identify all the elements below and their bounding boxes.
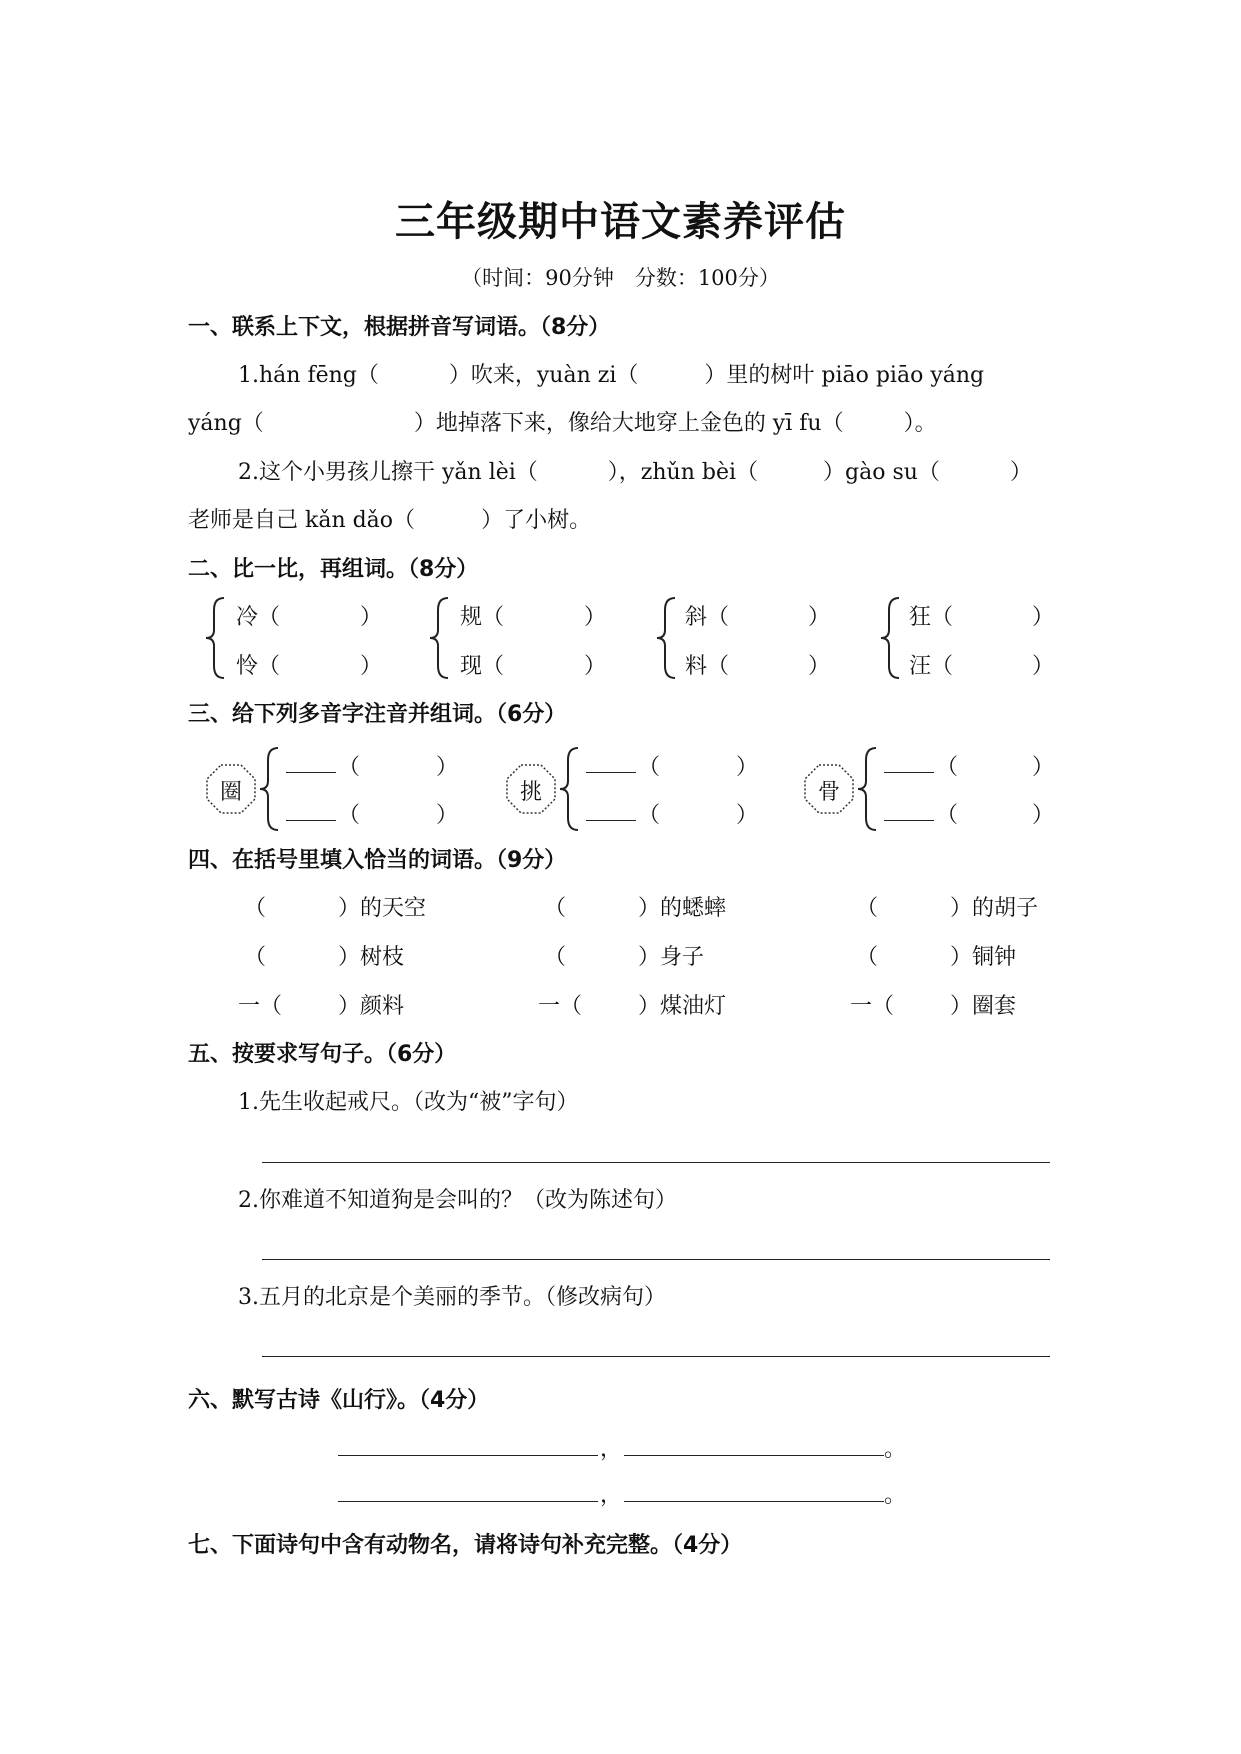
fill-open: 一（ bbox=[850, 994, 895, 1019]
compare-item: 冷（ bbox=[236, 605, 281, 630]
period: 。 bbox=[884, 1483, 907, 1508]
compare-item: 汪（ bbox=[909, 654, 954, 679]
s1-line-3 bbox=[238, 455, 1032, 486]
pinyin-blank[interactable] bbox=[884, 820, 934, 821]
close-paren: ） bbox=[584, 654, 607, 679]
sentence-task-3: 3.五月的北京是个美丽的季节。（修改病句） bbox=[238, 1285, 666, 1310]
close-paren: ） bbox=[1032, 803, 1055, 828]
brace-icon bbox=[258, 746, 282, 832]
fill-phrase: ）颜料 bbox=[338, 994, 405, 1019]
section-1-heading: 一、联系上下文，根据拼音写词语。（8分） bbox=[188, 315, 611, 340]
fill-phrase: ）树枝 bbox=[338, 945, 405, 970]
text: ） bbox=[1009, 460, 1032, 485]
fill-open: 一（ bbox=[538, 994, 583, 1019]
polyphone-char: 圈 bbox=[220, 780, 243, 805]
pinyin-blank[interactable] bbox=[586, 820, 636, 821]
pinyin-blank[interactable] bbox=[286, 772, 336, 773]
brace-icon bbox=[879, 596, 903, 680]
s1-line-4 bbox=[188, 503, 591, 534]
text: 1.hán fēng（ bbox=[238, 363, 379, 388]
pinyin-blank[interactable] bbox=[586, 772, 636, 773]
compare-item: 规（ bbox=[460, 605, 505, 630]
text: 2.这个小男孩儿擦干 yǎn lèi（ bbox=[238, 460, 538, 485]
brace-icon bbox=[558, 746, 582, 832]
fill-open: （ bbox=[856, 945, 879, 970]
close-paren: ） bbox=[1032, 654, 1055, 679]
compare-item: 怜（ bbox=[236, 654, 281, 679]
close-paren: ） bbox=[808, 605, 831, 630]
open-paren: （ bbox=[936, 755, 959, 780]
text: ）了小树。 bbox=[481, 508, 592, 533]
section-6-heading: 六、默写古诗《山行》。（4分） bbox=[188, 1388, 490, 1413]
brace-icon bbox=[856, 746, 880, 832]
s1-line-1 bbox=[238, 358, 984, 389]
section-5-heading: 五、按要求写句子。（6分） bbox=[188, 1042, 457, 1067]
close-paren: ） bbox=[808, 654, 831, 679]
fill-open: （ bbox=[544, 896, 567, 921]
poem-line-blank[interactable] bbox=[624, 1455, 884, 1456]
period: 。 bbox=[884, 1437, 907, 1462]
polyphone-char: 骨 bbox=[818, 780, 841, 805]
fill-phrase: ）的天空 bbox=[338, 896, 427, 921]
compare-item: 狂（ bbox=[909, 605, 954, 630]
poem-line-blank[interactable] bbox=[338, 1455, 598, 1456]
text: ）地掉落下来，像给大地穿上金色的 yī fu（ bbox=[413, 411, 844, 436]
fill-open: 一（ bbox=[238, 994, 283, 1019]
close-paren: ） bbox=[1032, 755, 1055, 780]
text: ），zhǔn bèi（ bbox=[607, 460, 759, 485]
fill-open: （ bbox=[244, 896, 267, 921]
poem-line-blank[interactable] bbox=[338, 1501, 598, 1502]
page-title: 三年级期中语文素养评估 bbox=[395, 199, 846, 245]
sentence-task-1: 1.先生收起戒尺。（改为“被”字句） bbox=[238, 1090, 579, 1115]
brace-icon bbox=[428, 596, 452, 680]
exam-info: （时间：90分钟 分数：100分） bbox=[461, 266, 780, 290]
text: yáng（ bbox=[188, 411, 264, 436]
compare-item: 斜（ bbox=[685, 605, 730, 630]
open-paren: （ bbox=[638, 803, 661, 828]
fill-phrase: ）煤油灯 bbox=[638, 994, 727, 1019]
pinyin-blank[interactable] bbox=[884, 772, 934, 773]
polyphone-char: 挑 bbox=[520, 780, 543, 805]
open-paren: （ bbox=[338, 803, 361, 828]
compare-item: 料（ bbox=[685, 654, 730, 679]
close-paren: ） bbox=[736, 803, 759, 828]
section-4-heading: 四、在括号里填入恰当的词语。（9分） bbox=[188, 848, 567, 873]
compare-item: 现（ bbox=[460, 654, 505, 679]
close-paren: ） bbox=[436, 803, 459, 828]
section-2-heading: 二、比一比，再组词。（8分） bbox=[188, 557, 479, 582]
open-paren: （ bbox=[638, 755, 661, 780]
text: ）里的树叶 piāo piāo yáng bbox=[704, 363, 985, 388]
answer-line[interactable] bbox=[262, 1162, 1050, 1163]
open-paren: （ bbox=[936, 803, 959, 828]
poem-line-blank[interactable] bbox=[624, 1501, 884, 1502]
comma: ， bbox=[600, 1437, 623, 1462]
section-7-heading: 七、下面诗句中含有动物名，请将诗句补充完整。（4分） bbox=[188, 1533, 743, 1558]
fill-phrase: ）的蟋蟀 bbox=[638, 896, 727, 921]
section-3-heading: 三、给下列多音字注音并组词。（6分） bbox=[188, 702, 567, 727]
fill-phrase: ）圈套 bbox=[950, 994, 1017, 1019]
text: 老师是自己 kǎn dǎo（ bbox=[188, 508, 416, 533]
brace-icon bbox=[655, 596, 679, 680]
text: ）gào su（ bbox=[823, 460, 940, 485]
s1-line-2 bbox=[188, 406, 937, 437]
answer-line[interactable] bbox=[262, 1356, 1050, 1357]
open-paren: （ bbox=[338, 755, 361, 780]
sentence-task-2: 2.你难道不知道狗是会叫的？（改为陈述句） bbox=[238, 1188, 677, 1213]
fill-open: （ bbox=[244, 945, 267, 970]
fill-phrase: ）的胡子 bbox=[950, 896, 1039, 921]
text: ）吹来，yuàn zi（ bbox=[448, 363, 639, 388]
close-paren: ） bbox=[360, 605, 383, 630]
fill-open: （ bbox=[856, 896, 879, 921]
pinyin-blank[interactable] bbox=[286, 820, 336, 821]
close-paren: ） bbox=[584, 605, 607, 630]
brace-icon bbox=[204, 596, 228, 680]
fill-phrase: ）铜钟 bbox=[950, 945, 1017, 970]
close-paren: ） bbox=[1032, 605, 1055, 630]
fill-open: （ bbox=[544, 945, 567, 970]
close-paren: ） bbox=[736, 755, 759, 780]
comma: ， bbox=[600, 1483, 623, 1508]
text: ）。 bbox=[903, 411, 937, 436]
close-paren: ） bbox=[360, 654, 383, 679]
answer-line[interactable] bbox=[262, 1259, 1050, 1260]
close-paren: ） bbox=[436, 755, 459, 780]
fill-phrase: ）身子 bbox=[638, 945, 705, 970]
